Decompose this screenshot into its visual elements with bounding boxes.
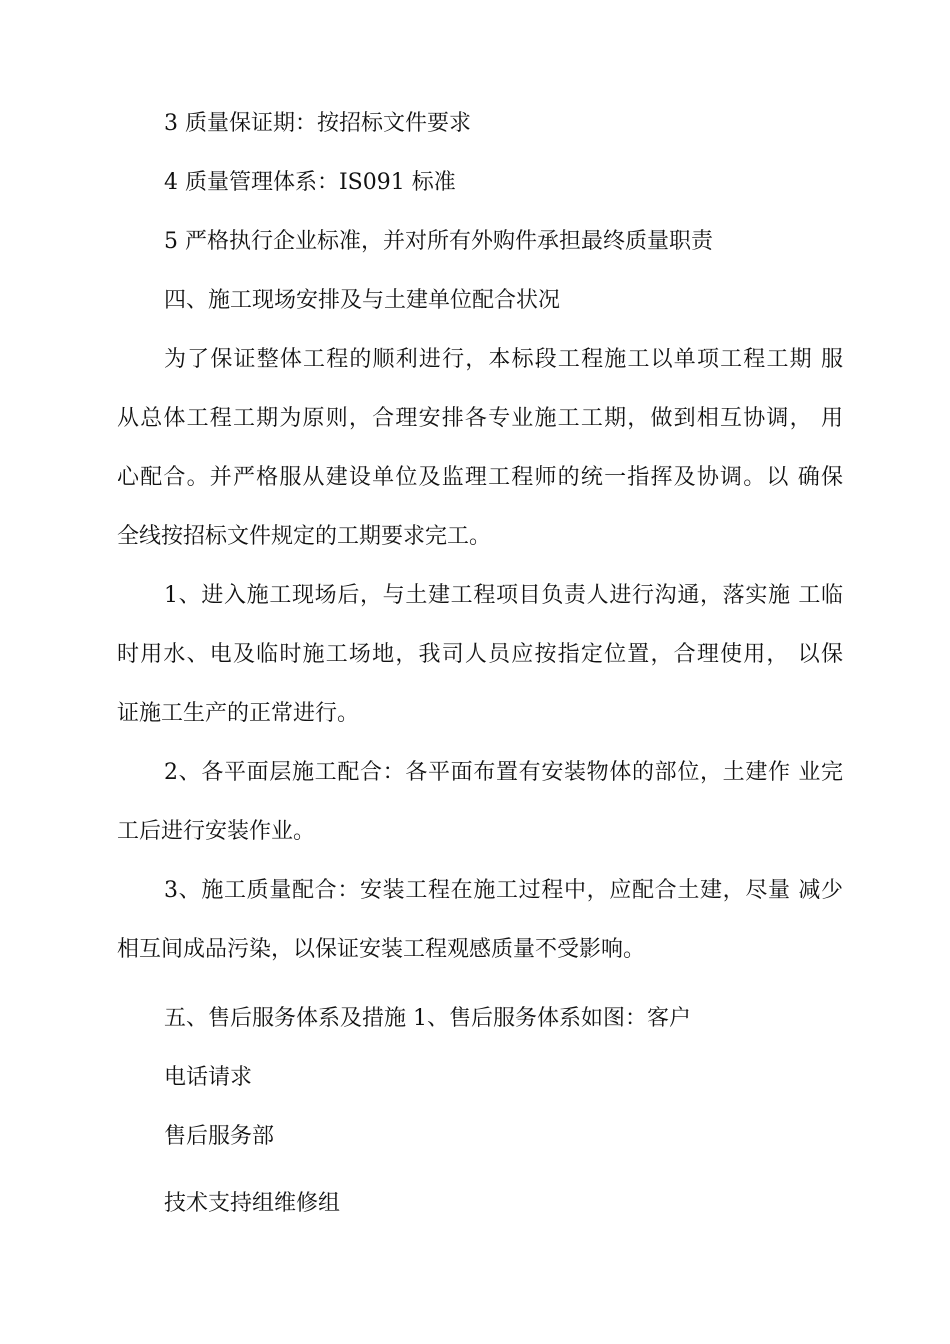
- paragraph-line: 2、各平面层施工配合：各平面布置有安装物体的部位，土建作 业完: [164, 760, 843, 785]
- diagram-label-phone-request: 电话请求: [164, 1065, 253, 1090]
- section-four-heading: 四、施工现场安排及与土建单位配合状况: [164, 288, 561, 313]
- paragraph-line: 从总体工程工期为原则，合理安排各专业施工工期，做到相互协调， 用: [117, 406, 843, 431]
- paragraph-line: 时用水、电及临时施工场地，我司人员应按指定位置，合理使用， 以保: [117, 642, 843, 667]
- paragraph-line: 3、施工质量配合：安装工程在施工过程中，应配合土建，尽量 减少: [164, 878, 843, 903]
- quality-system-line: 4 质量管理体系：IS091 标准: [164, 170, 456, 195]
- paragraph-line: 相互间成品污染，以保证安装工程观感质量不受影响。: [117, 937, 646, 962]
- paragraph-line: 工后进行安装作业。: [117, 819, 316, 844]
- quality-warranty-line: 3 质量保证期：按招标文件要求: [164, 111, 471, 136]
- paragraph-line: 证施工生产的正常进行。: [117, 701, 360, 726]
- section-five-heading: 五、售后服务体系及措施 1、售后服务体系如图：客户: [164, 1006, 691, 1031]
- diagram-label-after-sales: 售后服务部: [164, 1124, 275, 1149]
- enterprise-standard-line: 5 严格执行企业标准，并对所有外购件承担最终质量职责: [164, 229, 713, 254]
- paragraph-line: 为了保证整体工程的顺利进行，本标段工程施工以单项工程工期 服: [164, 347, 843, 372]
- paragraph-line: 全线按招标文件规定的工期要求完工。: [117, 524, 492, 549]
- paragraph-line: 1、进入施工现场后，与土建工程项目负责人进行沟通，落实施 工临: [164, 583, 843, 608]
- diagram-label-support-repair: 技术支持组维修组: [164, 1191, 341, 1216]
- paragraph-line: 心配合。并严格服从建设单位及监理工程师的统一指挥及协调。以 确保: [117, 465, 843, 490]
